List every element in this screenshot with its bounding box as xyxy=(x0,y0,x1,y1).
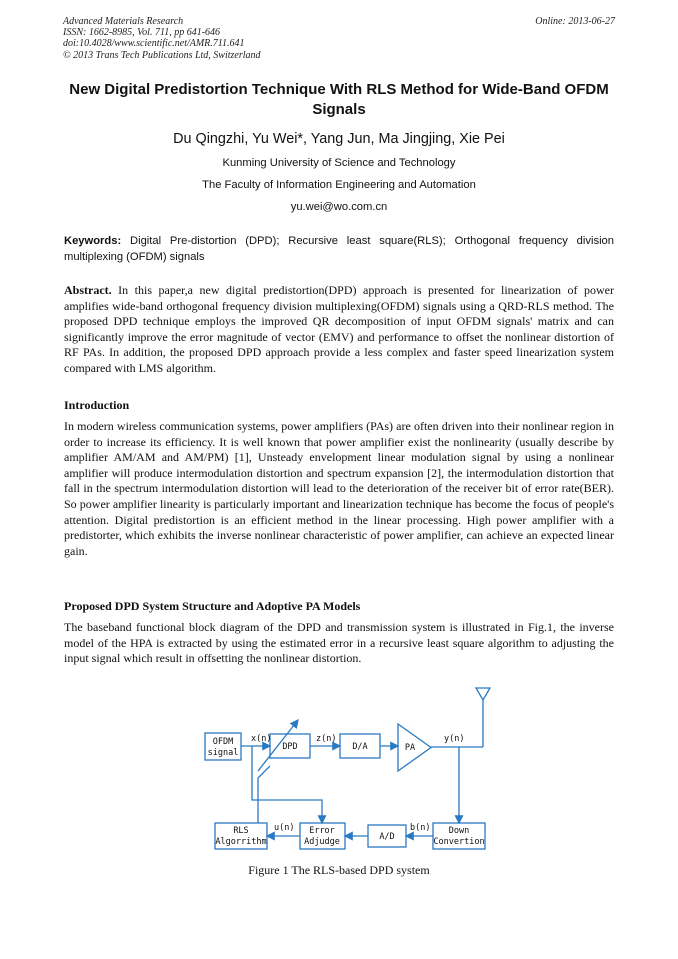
down-label-line2: Convertion xyxy=(433,837,485,847)
da-label: D/A xyxy=(352,742,368,752)
doi-line: doi:10.4028/www.scientific.net/AMR.711.641 xyxy=(63,38,245,50)
ofdm-label-line1: OFDM xyxy=(212,737,234,747)
abstract-text: In this paper,a new digital predistortion(DPD) approach is presented for linearization of power amplifies wide-band orthogonal frequency division multiplexing(OFDM) signals using a QRD-RLS method. The proposed DPD technique employs the improved QR decomposition of input OFDM signals' matrix and can significantly improve the error magnitude of vector (EMV) and performance to offset the nonlinear distortion of RF PAs. In addition, the proposed DPD approach provide a less complex and faster speed linearization system compared with LMS algorithm. xyxy=(64,283,614,375)
ofdm-label-line2: signal xyxy=(207,748,239,758)
journal-header xyxy=(63,16,261,61)
error-label-line2: Adjudge xyxy=(304,837,340,847)
abstract-paragraph xyxy=(64,283,614,377)
author-list: Du Qingzhi, Yu Wei*, Yang Jun, Ma Jingjing, Xie Pei xyxy=(173,131,505,147)
rls-feedback-line xyxy=(258,766,270,823)
online-date: Online: 2013-06-27 xyxy=(535,16,615,27)
signal-label-bn: b(n) xyxy=(410,823,431,833)
dpd-block-diagram xyxy=(0,680,678,860)
section2-paragraph: The baseband functional block diagram of the DPD and transmission system is illustrated in Fig.1, the inverse model of the HPA is extracted by using the estimated error in a recursive least square algorithm to adjusting the input signal which result in offsetting the nonlinear distortion. xyxy=(64,620,614,666)
issn-line: ISSN: 1662-8985, Vol. 711, pp 641-646 xyxy=(63,27,221,39)
contact-email: yu.wei@wo.com.cn xyxy=(290,201,388,213)
rls-label-line2: Algorrithm xyxy=(215,837,267,847)
keywords-paragraph xyxy=(64,234,614,265)
copyright-line: © 2013 Trans Tech Publications Ltd, Switzerland xyxy=(63,49,261,61)
antenna-icon xyxy=(476,688,490,700)
affiliation-university: Kunming University of Science and Technology xyxy=(222,157,456,169)
paper-title: New Digital Predistortion Technique With RLS Method for Wide-Band OFDM Signals xyxy=(69,81,609,118)
section2-heading: Proposed DPD System Structure and Adoptive PA Models xyxy=(64,599,361,613)
down-label-line1: Down xyxy=(448,826,470,836)
error-label-line1: Error xyxy=(309,826,335,836)
pa-label: PA xyxy=(404,743,416,753)
journal-name: Advanced Materials Research xyxy=(63,16,184,27)
figure-caption: Figure 1 The RLS-based DPD system xyxy=(248,863,430,877)
introduction-paragraph: In modern wireless communication systems, power amplifiers (PAs) are often driven into their nonlinear region in order to increase its efficiency. It is well known that power amplifier exist the nonlinearity (usually describe by amplifier AM/AM and AM/PM) [1], Unsteady envelopment linear modulation signal by using a nonlinear amplifier will produce intermodulation distortion and spectrum expansion [2], the intermodulation distortion that fall in the spectrum intermodulation distortion will lead to the deterioration of the receiver bit of error rate(BER). So power amplifier linearity is particularly important and linearization technique has become the focus of people's attention. Digital predistortion is an efficient method in the linear processing. High power amplifier with a predistorter, which exhibits the inverse nonlinear characteristic of power amplifier, can achieve an expected linear gain. xyxy=(64,419,614,558)
keywords-label: Keywords: xyxy=(64,235,122,247)
signal-label-yn: y(n) xyxy=(444,734,465,744)
abstract-label: Abstract. xyxy=(64,283,112,297)
rls-label-line1: RLS xyxy=(233,826,249,836)
signal-label-un: u(n) xyxy=(274,823,295,833)
signal-label-xn: x(n) xyxy=(251,734,272,744)
keywords-text: Digital Pre-distortion (DPD); Recursive least square(RLS); Orthogonal frequency division multiplexing (OFDM) signals xyxy=(64,235,614,263)
dpd-label: DPD xyxy=(282,742,298,752)
affiliation-faculty: The Faculty of Information Engineering and Automation xyxy=(202,179,476,191)
introduction-heading: Introduction xyxy=(64,398,130,412)
ad-label: A/D xyxy=(379,832,395,842)
signal-label-zn: z(n) xyxy=(316,734,337,744)
